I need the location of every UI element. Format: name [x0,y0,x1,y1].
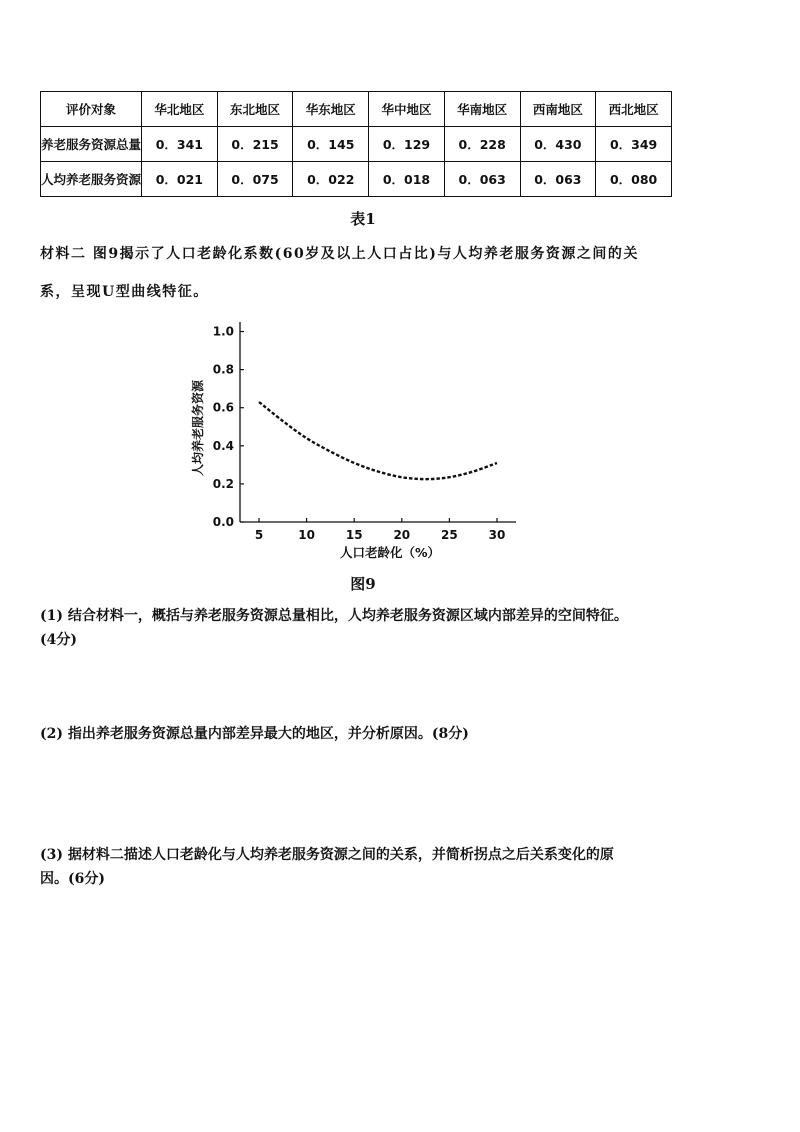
chart-series-line [259,402,497,479]
chart-y-axis-label: 人均养老服务资源 [191,379,205,477]
material2-line1: 材料二 图9揭示了人口老龄化系数(60岁及以上人口占比)与人均养老服务资源之间的关 [40,246,639,262]
material2-line2: 系，呈现U型曲线特征。 [40,284,209,300]
table-header-cell: 华中地区 [369,92,445,127]
question-1-line1: (1) 结合材料一，概括与养老服务资源总量相比，人均养老服务资源区域内部差异的空间特征。 [40,608,628,624]
table-row-label: 人均养老服务资源 [41,162,142,197]
table-cell: 0．349 [596,127,672,162]
chart-y-tick-label: 0.2 [212,476,234,491]
question-3-line1: (3) 据材料二描述人口老龄化与人均养老服务资源之间的关系，并简析拐点之后关系变化的原 [40,847,614,863]
chart-plot-area [213,322,516,542]
table-cell: 0．228 [444,127,520,162]
chart-y-tick-label: 1.0 [212,324,234,339]
table-header-cell: 西北地区 [596,92,672,127]
question-1-line2: (4分) [40,632,77,648]
resource-table [40,91,672,197]
table-cell: 0．018 [369,162,445,197]
table-cell: 0．080 [596,162,672,197]
table-row [41,162,672,197]
chart-x-tick-label: 5 [254,528,264,542]
table-header-row [41,92,672,127]
table-cell: 0．075 [217,162,293,197]
table-header-cell: 华南地区 [444,92,520,127]
table-header-cell: 华北地区 [142,92,218,127]
chart-y-tick-label: 0.0 [212,515,234,529]
chart-y-tick-label: 0.6 [212,400,234,415]
table-header-cell: 华东地区 [293,92,369,127]
table-caption: 表1 [350,210,376,228]
table-row [41,127,672,162]
table-cell: 0．063 [444,162,520,197]
table-cell: 0．215 [217,127,293,162]
chart-x-tick-label: 15 [345,528,363,542]
chart-caption: 图9 [350,575,376,593]
question-3-line2: 因。(6分) [40,871,105,887]
chart-x-tick-label: 30 [488,528,506,542]
chart-x-tick-label: 20 [393,528,411,542]
table-header-cell: 西南地区 [520,92,596,127]
table-row-label: 养老服务资源总量 [41,127,142,162]
question-2: (2) 指出养老服务资源总量内部差异最大的地区，并分析原因。(8分) [40,726,469,742]
table-cell: 0．129 [369,127,445,162]
table-cell: 0．021 [142,162,218,197]
chart-x-axis-label: 人口老龄化（%） [339,545,441,560]
table-cell: 0．341 [142,127,218,162]
chart-y-tick-label: 0.8 [212,362,234,377]
table-cell: 0．063 [520,162,596,197]
chart-x-tick-label: 25 [441,528,458,542]
table-cell: 0．145 [293,127,369,162]
table-header-cell: 评价对象 [41,92,142,127]
table-cell: 0．022 [293,162,369,197]
table-header-cell: 东北地区 [217,92,293,127]
chart-x-tick-label: 10 [298,528,315,542]
table-cell: 0．430 [520,127,596,162]
aging-resource-chart [180,310,540,570]
chart-y-tick-label: 0.4 [212,438,234,453]
